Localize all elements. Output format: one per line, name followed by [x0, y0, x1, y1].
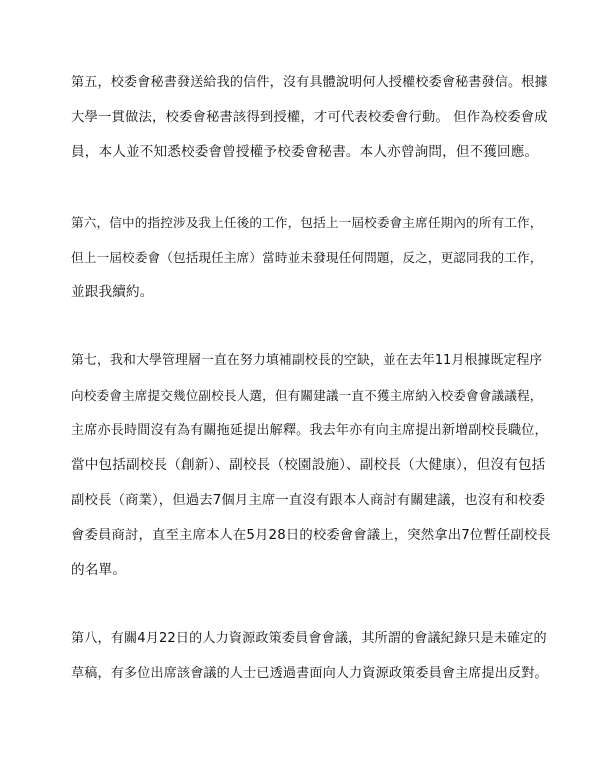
text-line: 第七，我和大學管理層一直在努力填補副校長的空缺，並在去年11月根據既定程序: [71, 353, 543, 368]
text-line: 員，本人並不知悉校委會曾授權予校委會秘書。本人亦曾詢問，但不獲回應。: [71, 144, 539, 160]
text-line: 主席亦長時間沒有為有關拖延提出解釋。我去年亦有向主席提出新增副校長職位，: [71, 423, 548, 438]
text-line: 的名單。: [71, 562, 126, 578]
text-line: 大學一貫做法，校委會秘書該得到授權，才可代表校委會行動。 但作為校委會成: [71, 110, 548, 125]
text-line: 並跟我續約。: [71, 284, 154, 300]
text-line: 第八，有關4月22日的人力資源政策委員會會議，其所謂的會議紀錄只是未確定的: [71, 631, 547, 646]
paragraph-fifth: [71, 65, 551, 170]
paragraph-sixth: [71, 205, 551, 310]
text-line: 當中包括副校長（創新）、副校長（校園設施）、副校長（大健康），但沒有包括: [71, 457, 546, 473]
paragraph-eighth: [71, 621, 551, 691]
text-line: 會委員商討，直至主席本人在5月28日的校委會會議上，突然拿出7位暫任副校長: [71, 528, 551, 543]
text-line: 第六，信中的指控涉及我上任後的工作，包括上一屆校委會主席任期內的所有工作，: [71, 215, 543, 230]
text-line: 向校委會主席提交幾位副校長人選，但有關建議一直不獲主席納入校委會會議議程，: [71, 388, 543, 403]
text-line: 第五，校委會秘書發送給我的信件，沒有具體說明何人授權校委會秘書發信。根據: [71, 75, 548, 90]
paragraph-seventh: [71, 343, 551, 588]
text-line: 但上一屆校委會（包括現任主席）當時並未發現任何問題，反之，更認同我的工作，: [71, 250, 543, 265]
text-line: 副校長（商業），但過去7個月主席一直沒有跟本人商討有關建議，也沒有和校委: [71, 493, 546, 508]
text-line: 草稿，有多位出席該會議的人士已透過書面向人力資源政策委員會主席提出反對。: [71, 666, 548, 681]
